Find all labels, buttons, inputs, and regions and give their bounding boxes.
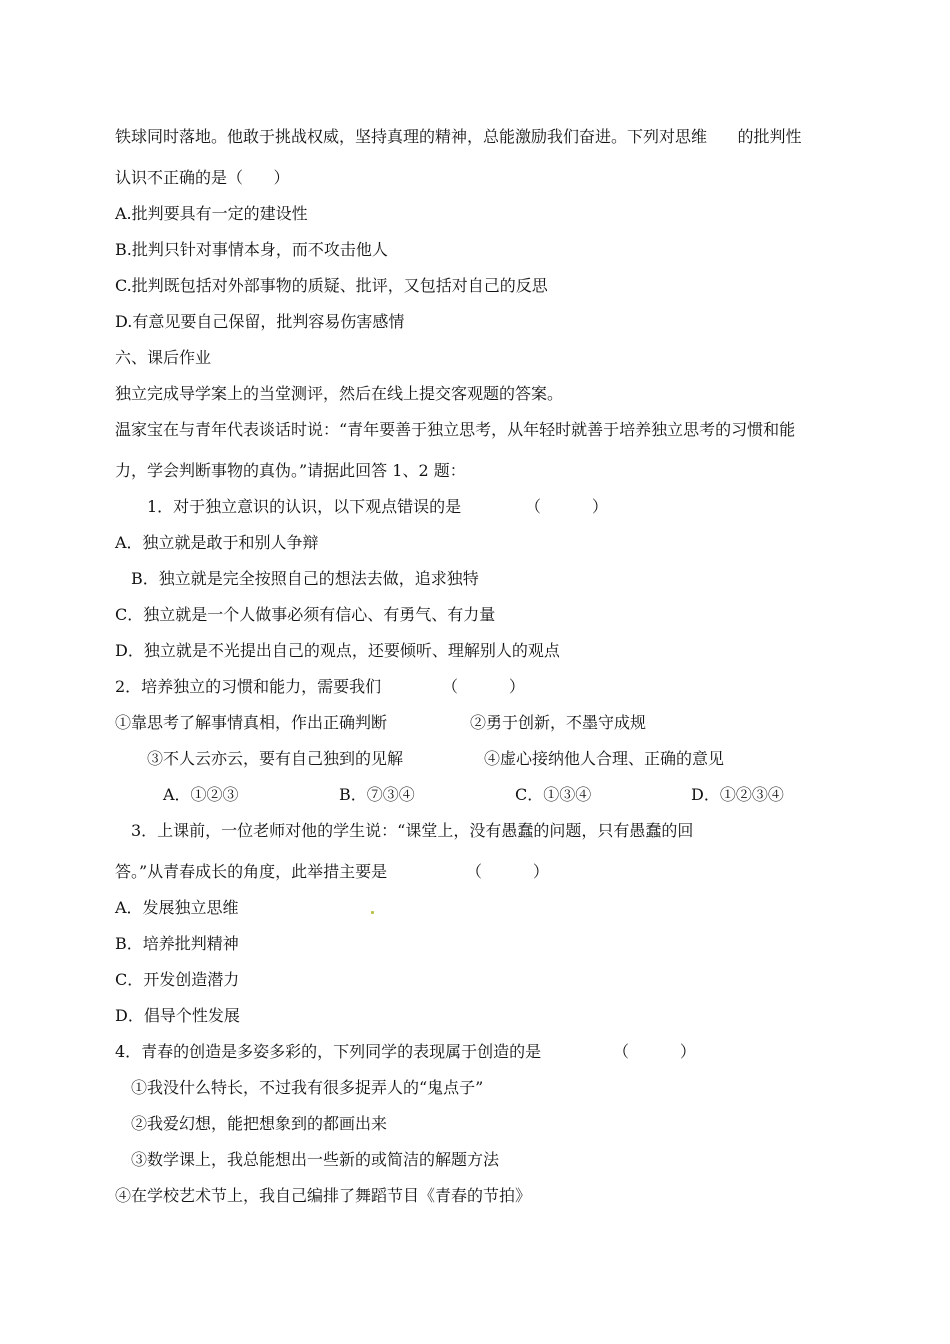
- option-line: B．独立就是完全按照自己的想法去做，追求独特: [131, 569, 479, 588]
- option-line: C．独立就是一个人做事必须有信心、有勇气、有力量: [115, 605, 496, 624]
- answer-bracket: （ ）: [613, 1042, 696, 1061]
- statement-line: ①靠思考了解事情真相，作出正确判断: [115, 713, 388, 732]
- text-line: 独立完成导学案上的当堂测评，然后在线上提交客观题的答案。: [115, 384, 564, 403]
- option-line: B．培养批判精神: [115, 934, 239, 953]
- statement-line: ②勇于创新，不墨守成规: [470, 713, 647, 732]
- text-line: 铁球同时落地。他敢于挑战权威，坚持真理的精神，总能激励我们奋进。下列对思维 的批判性: [115, 127, 802, 146]
- option-line: A．发展独立思维: [115, 898, 239, 917]
- option-line: C.批判既包括对外部事物的质疑、批评，又包括对自己的反思: [115, 276, 548, 295]
- option-line: A.批判要具有一定的建设性: [115, 204, 308, 223]
- statement-line: ②我爱幻想，能把想象到的都画出来: [131, 1114, 388, 1133]
- choice-d: D．①②③④: [691, 785, 784, 804]
- statement-line: ④在学校艺术节上，我自己编排了舞蹈节目《青春的节拍》: [115, 1186, 532, 1205]
- answer-bracket: （ ）: [525, 497, 608, 516]
- text-line: 答。”从青春成长的角度，此举措主要是: [115, 862, 388, 881]
- statement-line: ①我没什么特长，不过我有很多捉弄人的“鬼点子”: [131, 1078, 484, 1097]
- choice-c: C．①③④: [515, 785, 592, 804]
- option-line: C．开发创造潜力: [115, 970, 240, 989]
- option-line: D．独立就是不光提出自己的观点，还要倾听、理解别人的观点: [115, 641, 560, 660]
- option-line: D．倡导个性发展: [115, 1006, 240, 1025]
- statement-line: ③数学课上，我总能想出一些新的或简洁的解题方法: [131, 1150, 500, 1169]
- question-text: 2．培养独立的习惯和能力，需要我们: [115, 677, 382, 696]
- question-text: 3．上课前，一位老师对他的学生说：“课堂上，没有愚蠢的问题，只有愚蠢的回: [131, 821, 694, 840]
- section-heading: 六、课后作业: [115, 348, 212, 367]
- speck-mark: [371, 911, 374, 914]
- option-line: D.有意见要自己保留，批判容易伤害感情: [115, 312, 405, 331]
- option-line: B.批判只针对事情本身，而不攻击他人: [115, 240, 388, 259]
- statement-line: ③不人云亦云，要有自己独到的见解: [147, 749, 404, 768]
- choice-a: A．①②③: [163, 785, 239, 804]
- choice-b: B．⑦③④: [339, 785, 415, 804]
- option-line: A．独立就是敢于和别人争辩: [115, 533, 319, 552]
- answer-bracket: （ ）: [466, 862, 549, 881]
- text-line: 认识不正确的是（ ）: [115, 168, 290, 187]
- statement-line: ④虚心接纳他人合理、正确的意见: [484, 749, 725, 768]
- text-line: 温家宝在与青年代表谈话时说：“青年要善于独立思考，从年轻时就善于培养独立思考的习惯和能: [115, 420, 796, 439]
- question-text: 1．对于独立意识的认识，以下观点错误的是: [147, 497, 462, 516]
- text-line: 力，学会判断事物的真伪。”请据此回答 1、2 题：: [115, 461, 466, 480]
- question-text: 4．青春的创造是多姿多彩的，下列同学的表现属于创造的是: [115, 1042, 542, 1061]
- answer-bracket: （ ）: [442, 677, 525, 696]
